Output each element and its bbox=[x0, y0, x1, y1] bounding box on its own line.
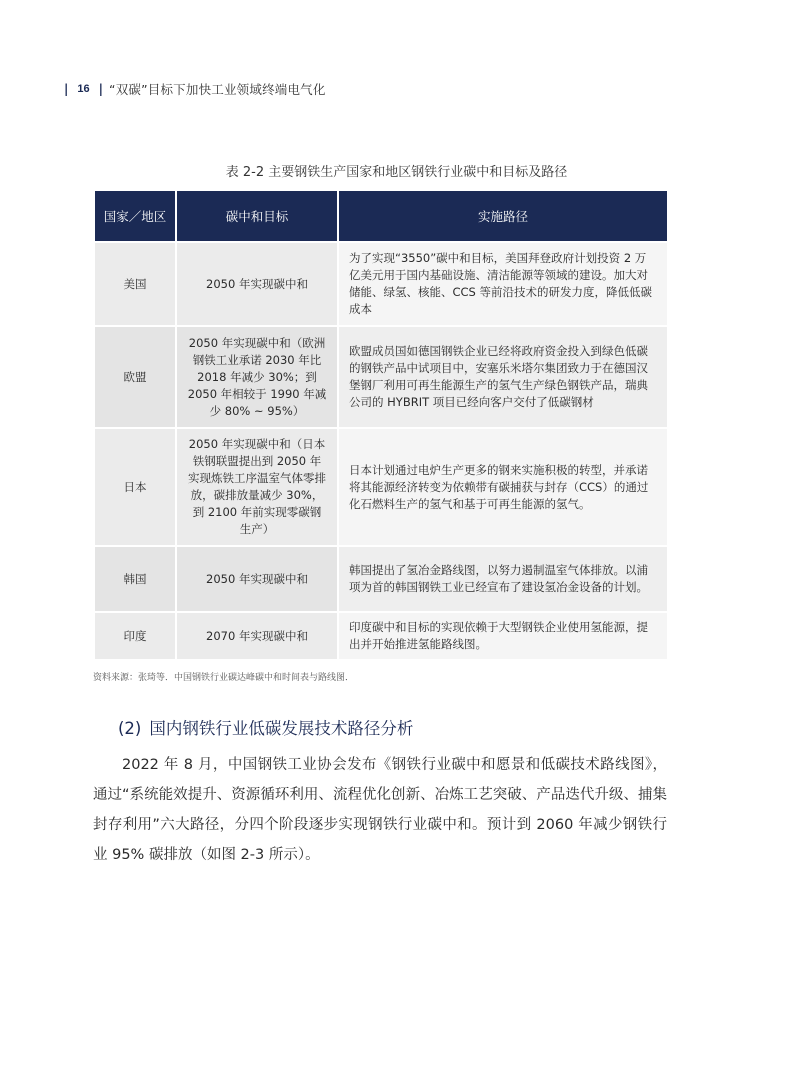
table-caption: 表 2-2 主要钢铁生产国家和地区钢铁行业碳中和目标及路径 bbox=[225, 165, 568, 180]
running-title: “双碳”目标下加快工业领域终端电气化 bbox=[109, 82, 326, 97]
running-header bbox=[64, 80, 326, 98]
table-row bbox=[95, 429, 667, 547]
column-header-region: 国家／地区 bbox=[95, 191, 175, 243]
goal-cell: 2050 年实现碳中和（日本铁钢联盟提出到 2050 年实现炼铁工序温室气体零排放，碳排放量减少 30%，到 2100 年前实现零碳钢生产） bbox=[177, 429, 337, 547]
path-cell: 为了实现“3550”碳中和目标，美国拜登政府计划投资 2 万亿美元用于国内基础设施、清洁能源等领域的建设。加大对储能、绿氢、核能、CCS 等前沿技术的研发力度，降低低碳成本 bbox=[339, 243, 667, 327]
header-separator-left: | bbox=[64, 82, 69, 96]
table-row bbox=[95, 243, 667, 327]
region-cell: 日本 bbox=[95, 429, 175, 547]
table-row bbox=[95, 547, 667, 613]
goal-cell: 2070 年实现碳中和 bbox=[177, 613, 337, 661]
goal-cell: 2050 年实现碳中和 bbox=[177, 547, 337, 613]
table-header-row bbox=[95, 191, 667, 243]
region-cell: 美国 bbox=[95, 243, 175, 327]
section-title: 国内钢铁行业低碳发展技术路径分析 bbox=[149, 719, 414, 738]
section-number: (2) bbox=[118, 719, 142, 738]
page-number: 16 bbox=[77, 83, 90, 95]
goal-cell: 2050 年实现碳中和（欧洲钢铁工业承诺 2030 年比 2018 年减少 30%；到 2050 年相较于 1990 年减少 80% ~ 95%） bbox=[177, 327, 337, 429]
region-cell: 印度 bbox=[95, 613, 175, 661]
column-header-goal: 碳中和目标 bbox=[177, 191, 337, 243]
body-paragraph: 2022 年 8 月，中国钢铁工业协会发布《钢铁行业碳中和愿景和低碳技术路线图》，通过“系统能效提升、资源循环利用、流程优化创新、冶炼工艺突破、产品迭代升级、捕集封存利用”六大路径，分四个阶段逐步实现钢铁行业碳中和。预计到 2060 年减少钢铁行业 95% 碳排放（如图 2-3 所示）。 bbox=[93, 757, 667, 863]
region-cell: 欧盟 bbox=[95, 327, 175, 429]
table-row bbox=[95, 327, 667, 429]
column-header-path: 实施路径 bbox=[339, 191, 667, 243]
path-cell: 韩国提出了氢冶金路线图，以努力遏制温室气体排放。以浦项为首的韩国钢铁工业已经宣布了建设氢冶金设备的计划。 bbox=[339, 547, 667, 613]
section-heading bbox=[118, 715, 413, 739]
table-row bbox=[95, 613, 667, 661]
carbon-neutrality-table bbox=[93, 191, 669, 661]
goal-cell: 2050 年实现碳中和 bbox=[177, 243, 337, 327]
path-cell: 日本计划通过电炉生产更多的钢来实施积极的转型，并承诺将其能源经济转变为依赖带有碳捕获与封存（CCS）的通过化石燃料生产的氢气和基于可再生能源的氢气。 bbox=[339, 429, 667, 547]
path-cell: 欧盟成员国如德国钢铁企业已经将政府资金投入到绿色低碳的钢铁产品中试项目中，安塞乐米塔尔集团致力于在德国汉堡钢厂利用可再生能源生产的氢气生产绿色钢铁产品，瑞典公司的 HYBRIT 项目已经向客户交付了低碳钢材 bbox=[339, 327, 667, 429]
path-cell: 印度碳中和目标的实现依赖于大型钢铁企业使用氢能源，提出并开始推进氢能路线图。 bbox=[339, 613, 667, 661]
header-separator-right: | bbox=[98, 82, 104, 96]
source-note: 资料来源：张琦等．中国钢铁行业碳达峰碳中和时间表与路线图． bbox=[93, 673, 355, 683]
region-cell: 韩国 bbox=[95, 547, 175, 613]
